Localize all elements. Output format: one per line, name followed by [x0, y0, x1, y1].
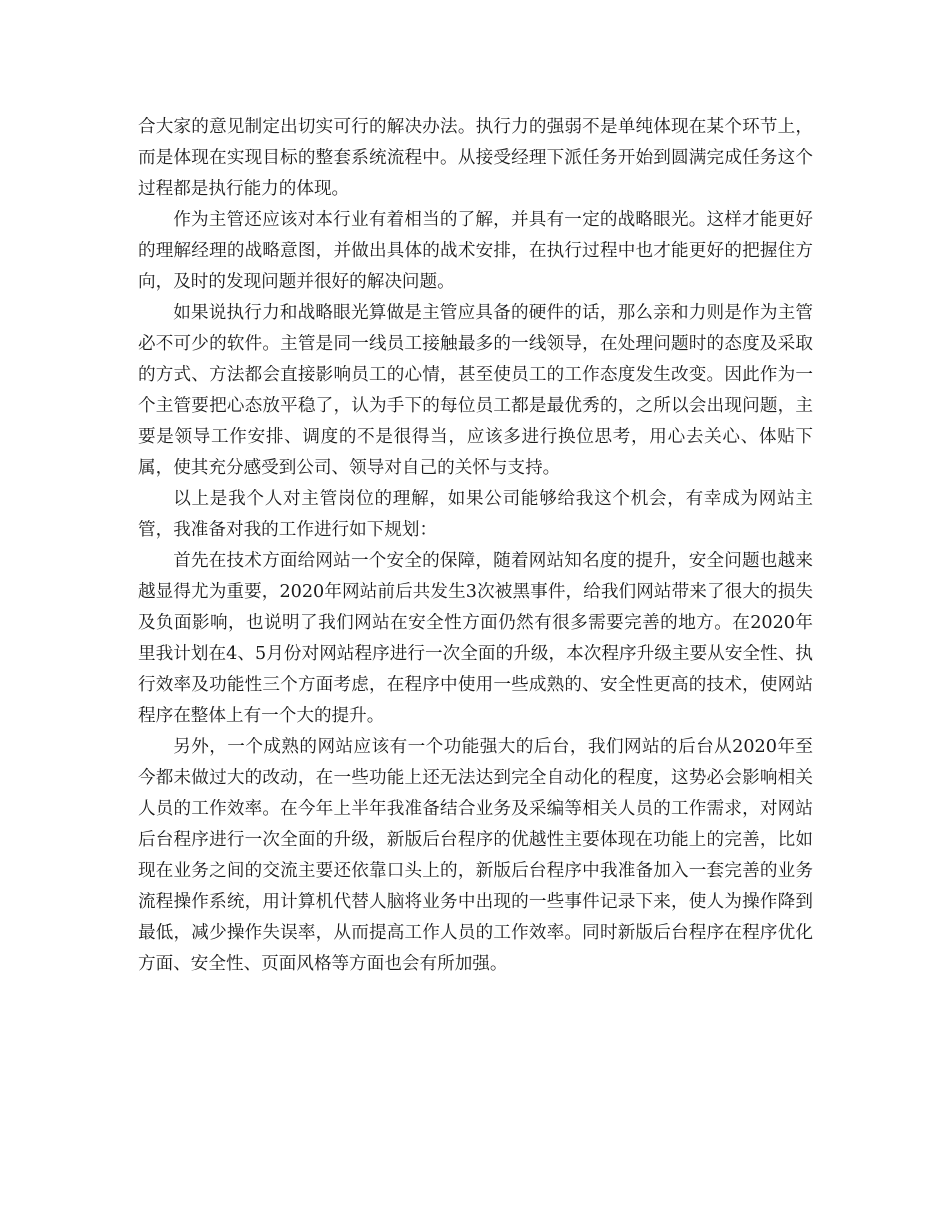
- paragraph-2: 作为主管还应该对本行业有着相当的了解，并具有一定的战略眼光。这样才能更好的理解经理的战略意图，并做出具体的战术安排，在执行过程中也才能更好的把握住方向，及时的发现问题并很好的解决问题。: [138, 210, 813, 292]
- document-body: [138, 112, 813, 980]
- paragraph-6: 另外，一个成熟的网站应该有一个功能强大的后台，我们网站的后台从2020年至今都未做过大的改动，在一些功能上还无法达到完全自动化的程度，这势必会影响相关人员的工作效率。在今年上半年我准备结合业务及采编等相关人员的工作需求，对网站后台程序进行一次全面的升级，新版后台程序的优越性主要体现在功能上的完善，比如现在业务之间的交流主要还依靠口头上的，新版后台程序中我准备加入一套完善的业务流程操作系统，用计算机代替人脑将业务中出现的一些事件记录下来，使人为操作降到最低，减少操作失误率，从而提高工作人员的工作效率。同时新版后台程序在程序优化方面、安全性、页面风格等方面也会有所加强。: [138, 737, 813, 974]
- paragraph-1: 合大家的意见制定出切实可行的解决办法。执行力的强弱不是单纯体现在某个环节上，而是体现在实现目标的整套系统流程中。从接受经理下派任务开始到圆满完成任务这个过程都是执行能力的体现。: [138, 117, 813, 199]
- paragraph-3: 如果说执行力和战略眼光算做是主管应具备的硬件的话，那么亲和力则是作为主管必不可少的软件。主管是同一线员工接触最多的一线领导，在处理问题时的态度及采取的方式、方法都会直接影响员工的心情，甚至使员工的工作态度发生改变。因此作为一个主管要把心态放平稳了，认为手下的每位员工都是最优秀的，之所以会出现问题，主要是领导工作安排、调度的不是很得当，应该多进行换位思考，用心去关心、体贴下属，使其充分感受到公司、领导对自己的关怀与支持。: [138, 303, 813, 478]
- paragraph-5: 首先在技术方面给网站一个安全的保障，随着网站知名度的提升，安全问题也越来越显得尤为重要，2020年网站前后共发生3次被黑事件，给我们网站带来了很大的损失及负面影响，也说明了我们网站在安全性方面仍然有很多需要完善的地方。在2020年里我计划在4、5月份对网站程序进行一次全面的升级，本次程序升级主要从安全性、执行效率及功能性三个方面考虑，在程序中使用一些成熟的、安全性更高的技术，使网站程序在整体上有一个大的提升。: [138, 551, 813, 726]
- paragraph-4: 以上是我个人对主管岗位的理解，如果公司能够给我这个机会，有幸成为网站主管，我准备对我的工作进行如下规划：: [138, 489, 813, 540]
